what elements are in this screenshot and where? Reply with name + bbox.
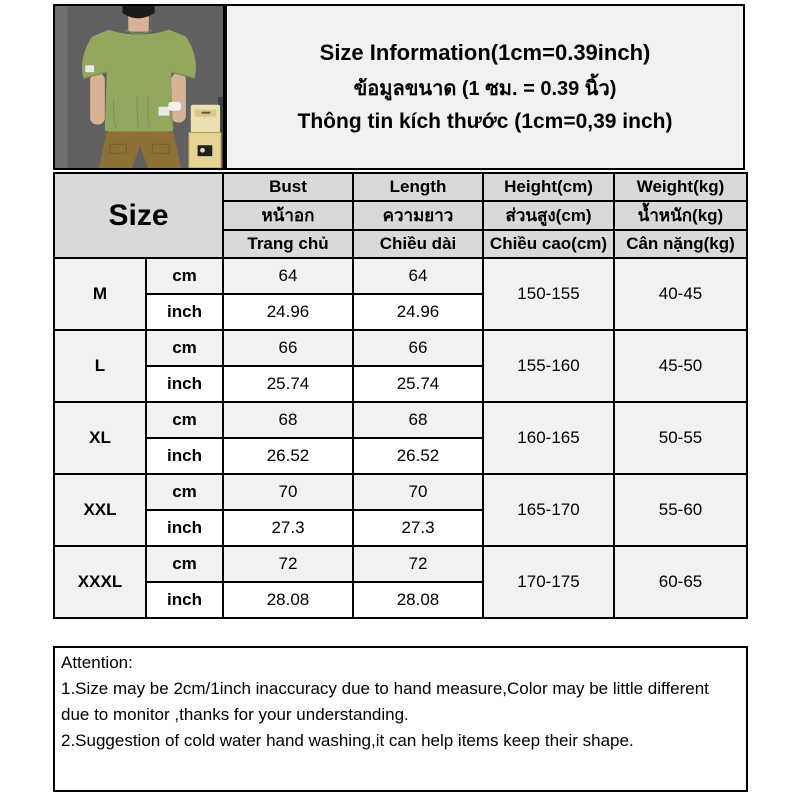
header-length-en: Length [353,173,483,201]
height-range: 170-175 [483,546,614,618]
size-header-cell: Size [54,173,223,258]
header-weight-th: น้ำหนัก(kg) [614,201,747,230]
weight-range: 60-65 [614,546,747,618]
bust-cm-value: 64 [223,258,353,294]
table-header-row-en [54,173,747,201]
bust-cm-value: 66 [223,330,353,366]
unit-inch: inch [146,510,223,546]
size-label-m: M [54,258,146,330]
header-length-vi: Chiều dài [353,230,483,258]
length-cm-value: 72 [353,546,483,582]
size-label-l: L [54,330,146,402]
unit-inch: inch [146,366,223,402]
unit-inch: inch [146,438,223,474]
bust-cm-value: 68 [223,402,353,438]
height-range: 155-160 [483,330,614,402]
model-photo-illustration [55,6,223,168]
size-info-title-th: ข้อมูลขนาด (1 ซม. = 0.39 นิ้ว) [353,78,617,100]
header-bust-en: Bust [223,173,353,201]
attention-heading: Attention: [61,653,133,672]
header-bust-th: หน้าอก [223,201,353,230]
length-inch-value: 26.52 [353,438,483,474]
length-cm-value: 64 [353,258,483,294]
height-range: 160-165 [483,402,614,474]
size-info-title-en: Size Information(1cm=0.39inch) [319,40,651,65]
bust-inch-value: 25.74 [223,366,353,402]
bust-inch-value: 27.3 [223,510,353,546]
header-bust-vi: Trang chủ [223,230,353,258]
size-info-title-vi: Thông tin kích thước (1cm=0,39 inch) [297,110,673,133]
unit-inch: inch [146,582,223,618]
table-row [54,402,747,438]
size-label-xxxl: XXXL [54,546,146,618]
product-photo [53,4,225,170]
table-row [54,258,747,294]
length-cm-value: 66 [353,330,483,366]
attention-notes [53,646,748,792]
size-label-xl: XL [54,402,146,474]
header-length-th: ความยาว [353,201,483,230]
bust-inch-value: 26.52 [223,438,353,474]
length-cm-value: 68 [353,402,483,438]
size-table [53,172,748,619]
length-inch-value: 25.74 [353,366,483,402]
size-information-title-block [225,4,745,170]
bust-cm-value: 72 [223,546,353,582]
length-inch-value: 24.96 [353,294,483,330]
weight-range: 50-55 [614,402,747,474]
bust-inch-value: 24.96 [223,294,353,330]
table-row [54,474,747,510]
header-height-th: ส่วนสูง(cm) [483,201,614,230]
length-inch-value: 28.08 [353,582,483,618]
bust-inch-value: 28.08 [223,582,353,618]
length-inch-value: 27.3 [353,510,483,546]
header-height-vi: Chiều cao(cm) [483,230,614,258]
table-row [54,330,747,366]
height-range: 165-170 [483,474,614,546]
table-row [54,546,747,582]
header-height-en: Height(cm) [483,173,614,201]
unit-cm: cm [146,258,223,294]
unit-inch: inch [146,294,223,330]
weight-range: 45-50 [614,330,747,402]
header-weight-en: Weight(kg) [614,173,747,201]
unit-cm: cm [146,402,223,438]
bust-cm-value: 70 [223,474,353,510]
attention-note-1: 1.Size may be 2cm/1inch inaccuracy due to hand measure,Color may be little different due to monitor ,thanks for your understanding. [61,679,709,724]
length-cm-value: 70 [353,474,483,510]
size-label-xxl: XXL [54,474,146,546]
height-range: 150-155 [483,258,614,330]
weight-range: 40-45 [614,258,747,330]
attention-note-2: 2.Suggestion of cold water hand washing,it can help items keep their shape. [61,731,634,750]
unit-cm: cm [146,330,223,366]
unit-cm: cm [146,474,223,510]
weight-range: 55-60 [614,474,747,546]
header-weight-vi: Cân nặng(kg) [614,230,747,258]
unit-cm: cm [146,546,223,582]
